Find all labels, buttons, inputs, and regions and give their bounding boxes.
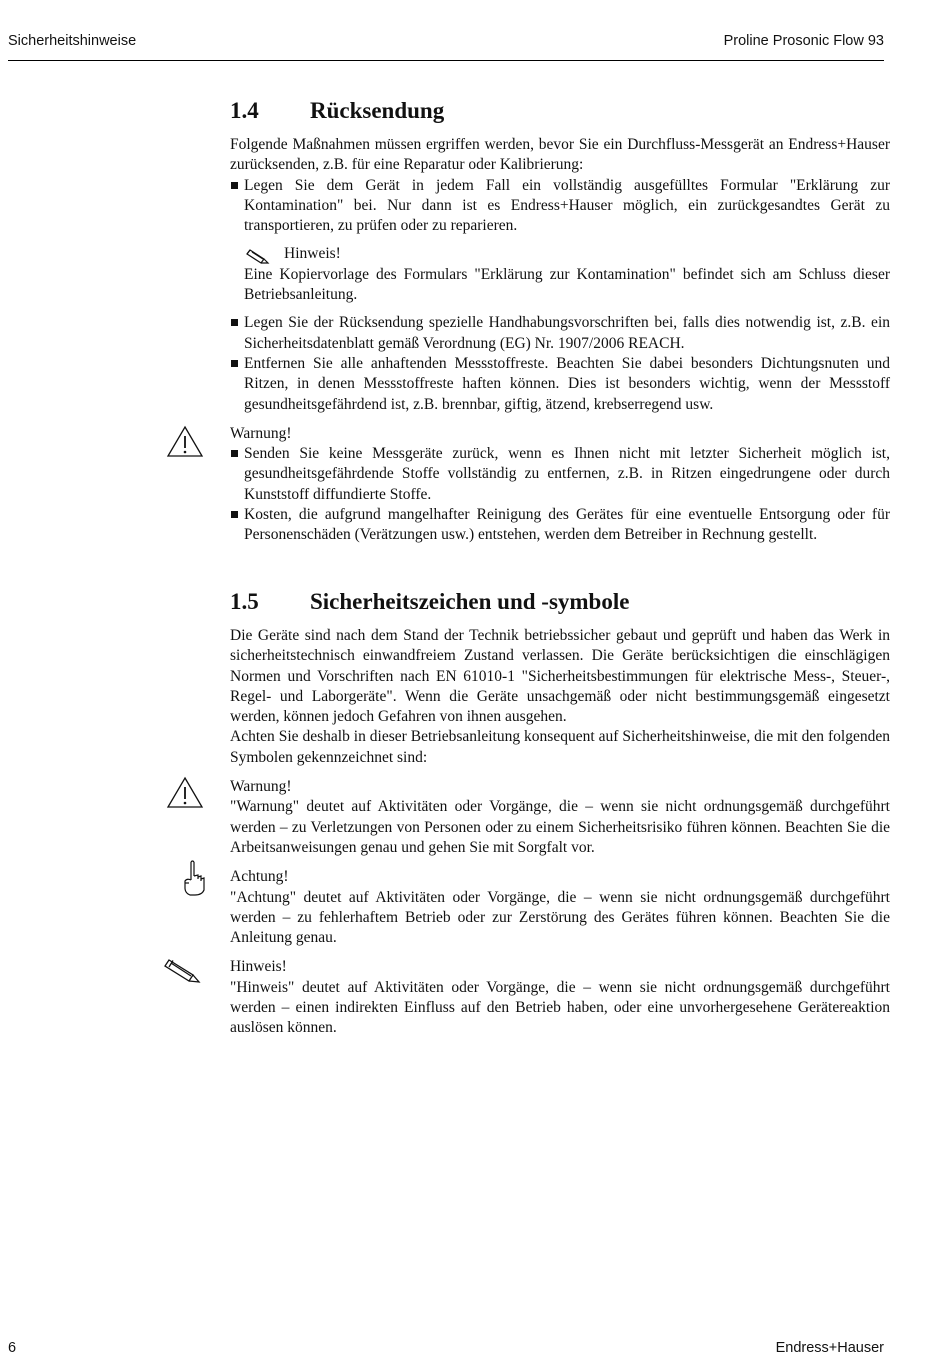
section-title: Rücksendung xyxy=(310,98,445,123)
paragraph: Die Geräte sind nach dem Stand der Technik betriebssicher gebaut und geprüft und haben das Werk in sicherheitstechnisch einwandfreiem Zustand verlassen. Die Geräte berücksichtigen die einschlägigen Normen und Vorschriften nach EN 61010-1 "Sicherheitsbestimmungen für elektrische Mess-, Steuer-, Regel- und Laborgeräte". Wenn die Geräte unsachgemäß oder nicht bestimmungsgemäß eingesetzt werden, können jedoch Gefahren von ihnen ausgehen. xyxy=(230,627,890,726)
header-rule xyxy=(8,60,884,61)
bullet-item: Kosten, die aufgrund mangelhafter Reinigung des Gerätes für eine eventuelle Entsorgung oder für Personenschäden (Verätzungen usw.) entstehen, werden dem Betreiber in Rechnung gestellt. xyxy=(230,505,890,546)
bullet-item: Entfernen Sie alle anhaftenden Messstoffreste. Beachten Sie dabei besonders Dichtungsnuten und Ritzen, in denen Messstoffreste haften können. Dies ist besonders wichtig, wenn der Messstoff gesundheitsgefährdend ist, z.B. brennbar, giftig, ätzend, krebserregend usw. xyxy=(230,354,890,415)
note-title: Hinweis! xyxy=(284,245,341,263)
caution-title: Achtung! xyxy=(230,868,289,886)
paragraph: Achten Sie deshalb in dieser Betriebsanleitung konsequent auf Sicherheitshinweise, die mit den folgenden Symbolen gekennzeichnet sind: xyxy=(230,728,890,766)
warning-title: Warnung! xyxy=(230,424,292,442)
section-title: Sicherheitszeichen und -symbole xyxy=(310,589,630,614)
section-heading-1-4 xyxy=(230,97,890,125)
note-text: "Hinweis" deutet auf Aktivitäten oder Vorgänge, die – wenn sie nicht ordnungsgemäß durchgeführt werden – einen indirekten Einfluss auf den Betrieb haben, oder eine unvorhergesehene Gerätereaktion auslösen können. xyxy=(230,978,890,1037)
warning-icon xyxy=(166,424,206,460)
bullet-item: Legen Sie der Rücksendung spezielle Handhabungsvorschriften bei, falls dies notwendig ist, z.B. ein Sicherheitsdatenblatt gemäß Verordnung (EG) Nr. 1907/2006 REACH. xyxy=(230,313,890,354)
bullet-item: Senden Sie keine Messgeräte zurück, wenn es Ihnen nicht mit letzter Sicherheit möglich ist, gesundheitsgefährdende Stoffe vollständig zu entfernen, z.B. in Ritzen eingedrungene oder durch Kunststoff diffundierte Stoffe. xyxy=(230,444,890,505)
bullet-item: Legen Sie dem Gerät in jedem Fall ein vollständig ausgefülltes Formular "Erklärung zur Kontamination" bei. Nur dann ist es Endress+Hauser möglich, ein zurückgesandtes Gerät zu transportieren, zu prüfen oder zu reparieren. xyxy=(230,176,890,237)
section-1-4 xyxy=(230,97,890,546)
pencil-icon xyxy=(244,246,270,264)
caution-text: "Achtung" deutet auf Aktivitäten oder Vorgänge, die – wenn sie nicht ordnungsgemäß durchgeführt werden – zu fehlerhaftem Betrieb oder zur Zerstörung des Gerätes führen können. Beachten Sie die Anleitung genau. xyxy=(230,888,890,947)
page-number: 6 xyxy=(8,1340,17,1356)
section-number: 1.4 xyxy=(230,98,259,123)
intro-paragraph: Folgende Maßnahmen müssen ergriffen werden, bevor Sie ein Durchfluss-Messgerät an Endress+Hauser zurücksenden, z.B. für eine Reparatur oder Kalibrierung: xyxy=(230,136,890,174)
section-1-5 xyxy=(230,588,890,1039)
note-block xyxy=(244,244,890,305)
note-text: Eine Kopiervorlage des Formulars "Erklärung zur Kontamination" befindet sich am Schluss dieser Betriebsanleitung. xyxy=(244,265,890,304)
footer-brand: Endress+Hauser xyxy=(775,1340,884,1356)
pencil-icon xyxy=(162,955,202,985)
section-number: 1.5 xyxy=(230,589,259,614)
section-heading-1-5 xyxy=(230,588,890,616)
warning-icon xyxy=(166,775,206,811)
running-header-product: Proline Prosonic Flow 93 xyxy=(723,33,884,49)
warning-text: "Warnung" deutet auf Aktivitäten oder Vorgänge, die – wenn sie nicht ordnungsgemäß durchgeführt werden – zu Verletzungen von Personen oder zu einem Sicherheitsrisiko führen können. Beachten Sie die Arbeitsanweisungen genau und gehen Sie mit Sorgfalt vor. xyxy=(230,798,890,856)
running-header-section: Sicherheitshinweise xyxy=(8,33,137,49)
note-title: Hinweis! xyxy=(230,958,287,976)
warning-title: Warnung! xyxy=(230,778,292,796)
hand-icon xyxy=(180,860,210,898)
